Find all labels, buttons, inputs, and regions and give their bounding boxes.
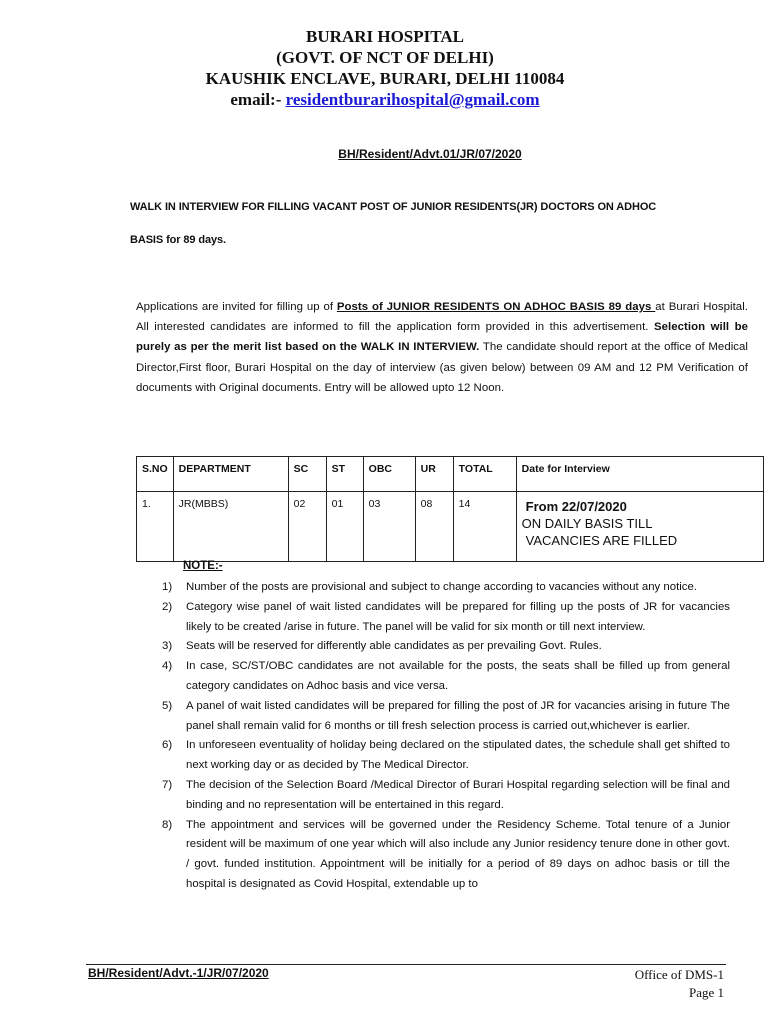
email-link[interactable]: residentburarihospital@gmail.com bbox=[285, 90, 540, 109]
header-department: DEPARTMENT bbox=[173, 457, 288, 492]
cell-ur: 08 bbox=[415, 492, 453, 562]
note-text: A panel of wait listed candidates will be prepared for filling the post of JR for vacancies arising in future The panel shall remain valid for 6 months or till fresh selection process is carried out,whichever is earlier. bbox=[186, 699, 730, 732]
note-number: 5) bbox=[162, 699, 173, 712]
date-from: From 22/07/2020 bbox=[525, 499, 627, 514]
note-text: The decision of the Selection Board /Medical Director of Burari Hospital regarding selection will be final and binding and no representation will be entertained in this regard. bbox=[186, 778, 730, 811]
intro-text-2: at Burari Hospital. All interested candidates are informed to fill the application form provided in this advertisement. bbox=[136, 301, 748, 334]
note-number: 7) bbox=[162, 778, 173, 791]
list-item bbox=[162, 776, 730, 816]
address-line: KAUSHIK ENCLAVE, BURARI, DELHI 110084 bbox=[205, 69, 565, 88]
footer-reference: BH/Resident/Advt.-1/JR/07/2020 bbox=[88, 966, 269, 980]
list-item bbox=[162, 637, 730, 657]
intro-paragraph bbox=[136, 297, 748, 398]
note-text: The appointment and services will be governed under the Residency Scheme. Total tenure of a Junior resident will be maximum of one year which will also include any Junior residency tenure done in other govt. / govt. funded institution. Appointment will be initially for a period of 89 days on adhoc basis or till the hospital is designated as Covid Hospital, extendable up to bbox=[186, 818, 730, 890]
office-name: Office of DMS-1 bbox=[634, 967, 724, 982]
table-row bbox=[137, 492, 764, 562]
note-text: Category wise panel of wait listed candidates will be prepared for filling up the posts of JR for vacancies likely to be created /arise in future. The panel will be valid for six month or till next interview. bbox=[186, 600, 730, 633]
advertisement-reference: BH/Resident/Advt.01/JR/07/2020 bbox=[338, 147, 522, 161]
page-number: Page 1 bbox=[688, 985, 724, 1000]
note-number: 6) bbox=[162, 739, 173, 752]
header-obc: OBC bbox=[363, 457, 415, 492]
list-item bbox=[162, 816, 730, 895]
note-number: 8) bbox=[162, 818, 173, 831]
note-number: 2) bbox=[162, 600, 173, 613]
note-number: 4) bbox=[162, 660, 173, 673]
intro-text-3: The candidate should report at the office of Medical Director,First floor, Burari Hospital on the day of interview (as given below) between 09 AM and 12 PM Verification of documents with Original documents. Entry will be allowed upto 12 Noon. bbox=[136, 341, 748, 394]
table-header-row bbox=[137, 457, 764, 492]
header-ur: UR bbox=[415, 457, 453, 492]
intro-selection-bold: Selection will be purely as per the merit list based on the WALK IN INTERVIEW. bbox=[136, 321, 749, 354]
cell-department: JR(MBBS) bbox=[173, 492, 288, 562]
cell-st: 01 bbox=[326, 492, 363, 562]
list-item bbox=[162, 598, 730, 638]
header-total: TOTAL bbox=[453, 457, 516, 492]
email-line bbox=[0, 89, 770, 110]
email-label: email:- bbox=[230, 90, 286, 109]
list-item bbox=[162, 697, 730, 737]
list-item bbox=[162, 657, 730, 697]
note-heading: NOTE:- bbox=[183, 560, 223, 572]
cell-date bbox=[516, 492, 763, 562]
header-sc: SC bbox=[288, 457, 326, 492]
date-basis: ON DAILY BASIS TILL bbox=[521, 516, 653, 531]
note-text: Number of the posts are provisional and subject to change according to vacancies without any notice. bbox=[186, 581, 697, 593]
date-vacancies: VACANCIES ARE FILLED bbox=[525, 533, 678, 548]
subject-line-1: WALK IN INTERVIEW FOR FILLING VACANT POST OF JUNIOR RESIDENTS(JR) DOCTORS ON ADHOC bbox=[130, 201, 657, 213]
footer-divider bbox=[86, 964, 726, 965]
list-item bbox=[162, 578, 730, 598]
list-item bbox=[162, 736, 730, 776]
cell-sc: 02 bbox=[288, 492, 326, 562]
cell-sno: 1. bbox=[137, 492, 174, 562]
note-text: In case, SC/ST/OBC candidates are not available for the posts, the seats shall be filled up from general category candidates on Adhoc basis and vice versa. bbox=[186, 660, 730, 692]
header-sno: S.NO bbox=[137, 457, 174, 492]
subject-line-2: BASIS for 89 days. bbox=[130, 234, 227, 246]
header-date: Date for Interview bbox=[516, 457, 763, 492]
govt-line: (GOVT. OF NCT OF DELHI) bbox=[276, 48, 494, 67]
notes-list bbox=[162, 578, 730, 895]
header-st: ST bbox=[326, 457, 363, 492]
cell-total: 14 bbox=[453, 492, 516, 562]
note-number: 1) bbox=[162, 581, 173, 593]
note-number: 3) bbox=[162, 640, 173, 653]
footer-office bbox=[635, 966, 724, 1002]
intro-text-1: Applications are invited for filling up of bbox=[136, 301, 337, 313]
cell-obc: 03 bbox=[363, 492, 415, 562]
note-text: Seats will be reserved for differently able candidates as per prevailing Govt. Rules. bbox=[186, 640, 602, 653]
intro-posts-bold: Posts of JUNIOR RESIDENTS ON ADHOC BASIS 89 days bbox=[336, 301, 656, 313]
posts-table bbox=[136, 456, 764, 562]
note-text: In unforeseen eventuality of holiday being declared on the stipulated dates, the schedule shall get shifted to next working day or as decided by The Medical Director. bbox=[186, 739, 730, 772]
hospital-name: BURARI HOSPITAL bbox=[306, 27, 464, 46]
